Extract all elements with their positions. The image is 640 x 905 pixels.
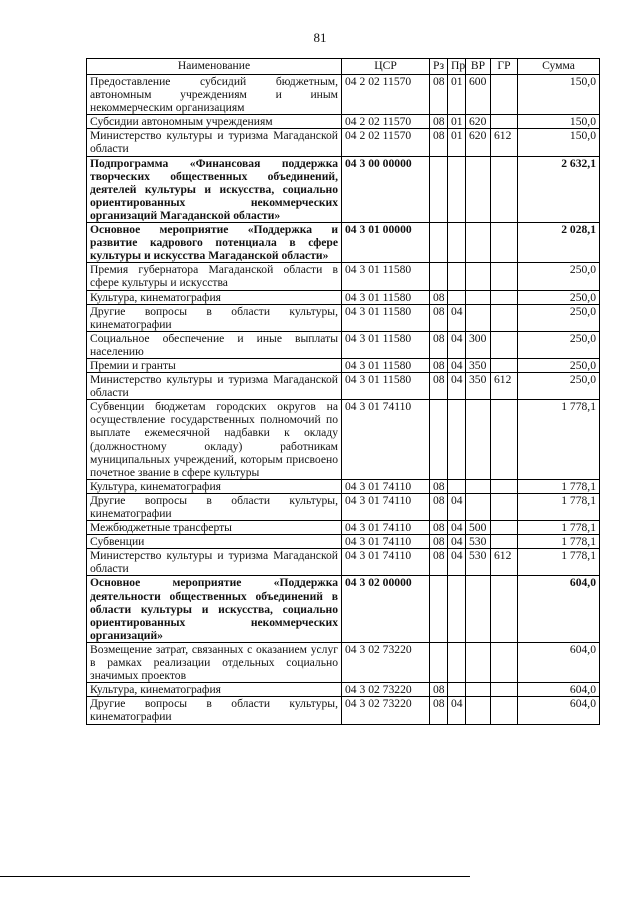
cell-csr: 04 3 01 74110 xyxy=(342,479,430,493)
cell-pr xyxy=(448,683,466,697)
cell-sum: 1 778,1 xyxy=(518,535,600,549)
cell-gr xyxy=(491,521,518,535)
header-vr: ВР xyxy=(466,59,491,75)
cell-sum: 604,0 xyxy=(518,683,600,697)
cell-pr: 04 xyxy=(448,304,466,331)
cell-gr: 612 xyxy=(491,129,518,156)
cell-name: Культура, кинематография xyxy=(87,683,342,697)
cell-csr: 04 3 01 74110 xyxy=(342,521,430,535)
cell-gr xyxy=(491,479,518,493)
cell-sum: 150,0 xyxy=(518,115,600,129)
table-row xyxy=(87,129,600,156)
cell-rz xyxy=(430,156,448,222)
cell-pr xyxy=(448,223,466,263)
table-header xyxy=(87,59,600,75)
cell-csr: 04 3 02 73220 xyxy=(342,697,430,724)
cell-vr xyxy=(466,683,491,697)
header-sum: Сумма xyxy=(518,59,600,75)
cell-gr xyxy=(491,75,518,115)
cell-gr xyxy=(491,535,518,549)
cell-rz: 08 xyxy=(430,115,448,129)
cell-csr: 04 3 01 74110 xyxy=(342,400,430,480)
cell-rz: 08 xyxy=(430,331,448,358)
cell-pr xyxy=(448,263,466,290)
cell-csr: 04 3 02 73220 xyxy=(342,642,430,682)
cell-name: Предоставление субсидий бюджетным, автономным учреждениям и иным некоммерческим организациям xyxy=(87,75,342,115)
cell-vr: 530 xyxy=(466,535,491,549)
cell-gr xyxy=(491,400,518,480)
cell-gr xyxy=(491,156,518,222)
table-row xyxy=(87,521,600,535)
cell-vr xyxy=(466,576,491,642)
cell-vr: 620 xyxy=(466,129,491,156)
cell-vr xyxy=(466,400,491,480)
cell-vr: 350 xyxy=(466,358,491,372)
cell-gr xyxy=(491,304,518,331)
cell-vr xyxy=(466,223,491,263)
table-row xyxy=(87,263,600,290)
cell-pr: 04 xyxy=(448,535,466,549)
cell-rz: 08 xyxy=(430,75,448,115)
cell-rz: 08 xyxy=(430,493,448,520)
table-row xyxy=(87,493,600,520)
cell-csr: 04 3 01 00000 xyxy=(342,223,430,263)
cell-name: Основное мероприятие «Поддержка деятельности общественных объединений в области культуры и искусства, социально ориентированных некоммерческих организаций» xyxy=(87,576,342,642)
table-row xyxy=(87,697,600,724)
cell-gr: 612 xyxy=(491,549,518,576)
cell-csr: 04 2 02 11570 xyxy=(342,115,430,129)
cell-csr: 04 2 02 11570 xyxy=(342,75,430,115)
cell-name: Другие вопросы в области культуры, кинематографии xyxy=(87,304,342,331)
cell-gr xyxy=(491,263,518,290)
cell-pr: 04 xyxy=(448,331,466,358)
cell-sum: 1 778,1 xyxy=(518,479,600,493)
cell-rz: 08 xyxy=(430,290,448,304)
cell-csr: 04 3 01 11580 xyxy=(342,373,430,400)
cell-name: Межбюджетные трансферты xyxy=(87,521,342,535)
cell-gr xyxy=(491,358,518,372)
table-row xyxy=(87,642,600,682)
cell-pr xyxy=(448,400,466,480)
cell-vr xyxy=(466,263,491,290)
cell-sum: 250,0 xyxy=(518,290,600,304)
cell-csr: 04 3 02 00000 xyxy=(342,576,430,642)
table-row xyxy=(87,75,600,115)
cell-sum: 2 632,1 xyxy=(518,156,600,222)
cell-rz: 08 xyxy=(430,129,448,156)
cell-name: Премия губернатора Магаданской области в сфере культуры и искусства xyxy=(87,263,342,290)
table-row xyxy=(87,115,600,129)
cell-vr xyxy=(466,290,491,304)
cell-sum: 1 778,1 xyxy=(518,549,600,576)
cell-gr xyxy=(491,642,518,682)
cell-rz: 08 xyxy=(430,358,448,372)
table-row xyxy=(87,535,600,549)
table-row xyxy=(87,358,600,372)
cell-rz xyxy=(430,263,448,290)
cell-vr xyxy=(466,642,491,682)
cell-vr xyxy=(466,493,491,520)
header-name: Наименование xyxy=(87,59,342,75)
cell-sum: 250,0 xyxy=(518,263,600,290)
cell-name: Министерство культуры и туризма Магаданской области xyxy=(87,549,342,576)
cell-name: Возмещение затрат, связанных с оказанием услуг в рамках реализации отдельных социально значимых проектов xyxy=(87,642,342,682)
cell-sum: 2 028,1 xyxy=(518,223,600,263)
cell-pr xyxy=(448,479,466,493)
cell-gr xyxy=(491,223,518,263)
cell-csr: 04 3 01 74110 xyxy=(342,493,430,520)
cell-sum: 1 778,1 xyxy=(518,493,600,520)
cell-pr: 01 xyxy=(448,115,466,129)
cell-rz xyxy=(430,576,448,642)
cell-gr xyxy=(491,115,518,129)
cell-name: Другие вопросы в области культуры, кинематографии xyxy=(87,697,342,724)
cell-rz: 08 xyxy=(430,479,448,493)
cell-gr xyxy=(491,683,518,697)
cell-pr: 04 xyxy=(448,358,466,372)
cell-vr: 530 xyxy=(466,549,491,576)
cell-sum: 1 778,1 xyxy=(518,521,600,535)
cell-name: Субвенции xyxy=(87,535,342,549)
table-row xyxy=(87,156,600,222)
cell-rz: 08 xyxy=(430,683,448,697)
cell-csr: 04 3 01 11580 xyxy=(342,290,430,304)
cell-rz xyxy=(430,223,448,263)
cell-pr: 04 xyxy=(448,697,466,724)
table-body xyxy=(87,75,600,725)
cell-vr: 350 xyxy=(466,373,491,400)
cell-gr xyxy=(491,697,518,724)
table-row xyxy=(87,331,600,358)
header-gr: ГР xyxy=(491,59,518,75)
cell-pr: 01 xyxy=(448,129,466,156)
cell-sum: 250,0 xyxy=(518,358,600,372)
table-row xyxy=(87,479,600,493)
cell-rz xyxy=(430,400,448,480)
cell-csr: 04 3 01 11580 xyxy=(342,331,430,358)
page-number: 81 xyxy=(313,30,327,45)
cell-name: Основное мероприятие «Поддержка и развитие кадрового потенциала в сфере культуры и искусства Магаданской области» xyxy=(87,223,342,263)
cell-vr xyxy=(466,479,491,493)
cell-rz: 08 xyxy=(430,535,448,549)
cell-sum: 250,0 xyxy=(518,373,600,400)
bottom-rule xyxy=(0,876,470,877)
cell-sum: 250,0 xyxy=(518,331,600,358)
table-row xyxy=(87,223,600,263)
cell-pr: 01 xyxy=(448,75,466,115)
table-row xyxy=(87,683,600,697)
cell-pr xyxy=(448,290,466,304)
cell-pr: 04 xyxy=(448,373,466,400)
cell-sum: 604,0 xyxy=(518,642,600,682)
cell-name: Культура, кинематография xyxy=(87,290,342,304)
cell-csr: 04 3 01 11580 xyxy=(342,263,430,290)
cell-csr: 04 3 01 74110 xyxy=(342,549,430,576)
cell-vr: 300 xyxy=(466,331,491,358)
table-row xyxy=(87,576,600,642)
cell-vr: 500 xyxy=(466,521,491,535)
cell-name: Министерство культуры и туризма Магаданской области xyxy=(87,373,342,400)
header-rz: Рз xyxy=(430,59,448,75)
cell-vr xyxy=(466,304,491,331)
cell-sum: 150,0 xyxy=(518,129,600,156)
cell-pr: 04 xyxy=(448,521,466,535)
cell-rz: 08 xyxy=(430,373,448,400)
table-row xyxy=(87,290,600,304)
cell-name: Субвенции бюджетам городских округов на осуществление государственных полномочий по выплате ежемесячной надбавки к окладу (должностному окладу) работникам муниципальных учреждений, которым присвоено почетное звание в сфере культуры xyxy=(87,400,342,480)
cell-sum: 1 778,1 xyxy=(518,400,600,480)
cell-name: Культура, кинематография xyxy=(87,479,342,493)
cell-csr: 04 3 00 00000 xyxy=(342,156,430,222)
cell-csr: 04 3 01 11580 xyxy=(342,358,430,372)
cell-name: Социальное обеспечение и иные выплаты населению xyxy=(87,331,342,358)
cell-vr: 620 xyxy=(466,115,491,129)
cell-pr xyxy=(448,156,466,222)
cell-vr xyxy=(466,697,491,724)
table-row xyxy=(87,549,600,576)
header-csr: ЦСР xyxy=(342,59,430,75)
cell-pr xyxy=(448,576,466,642)
cell-sum: 604,0 xyxy=(518,576,600,642)
table-row xyxy=(87,304,600,331)
table-row xyxy=(87,373,600,400)
cell-gr xyxy=(491,290,518,304)
budget-table xyxy=(86,58,600,725)
cell-rz: 08 xyxy=(430,304,448,331)
cell-csr: 04 3 01 74110 xyxy=(342,535,430,549)
cell-name: Министерство культуры и туризма Магаданской области xyxy=(87,129,342,156)
cell-name: Другие вопросы в области культуры, кинематографии xyxy=(87,493,342,520)
cell-name: Премии и гранты xyxy=(87,358,342,372)
cell-vr: 600 xyxy=(466,75,491,115)
cell-rz: 08 xyxy=(430,697,448,724)
cell-pr: 04 xyxy=(448,549,466,576)
cell-sum: 604,0 xyxy=(518,697,600,724)
cell-gr xyxy=(491,331,518,358)
header-pr: Пр xyxy=(448,59,466,75)
cell-name: Субсидии автономным учреждениям xyxy=(87,115,342,129)
cell-gr xyxy=(491,493,518,520)
cell-rz xyxy=(430,642,448,682)
table-row xyxy=(87,400,600,480)
cell-sum: 150,0 xyxy=(518,75,600,115)
cell-csr: 04 3 01 11580 xyxy=(342,304,430,331)
cell-gr xyxy=(491,576,518,642)
cell-rz: 08 xyxy=(430,521,448,535)
cell-csr: 04 2 02 11570 xyxy=(342,129,430,156)
cell-name: Подпрограмма «Финансовая поддержка творческих общественных объединений, деятелей культуры и искусства, социально ориентированных некоммерческих организаций Магаданской области» xyxy=(87,156,342,222)
cell-csr: 04 3 02 73220 xyxy=(342,683,430,697)
cell-pr: 04 xyxy=(448,493,466,520)
cell-vr xyxy=(466,156,491,222)
cell-gr: 612 xyxy=(491,373,518,400)
cell-sum: 250,0 xyxy=(518,304,600,331)
cell-pr xyxy=(448,642,466,682)
cell-rz: 08 xyxy=(430,549,448,576)
